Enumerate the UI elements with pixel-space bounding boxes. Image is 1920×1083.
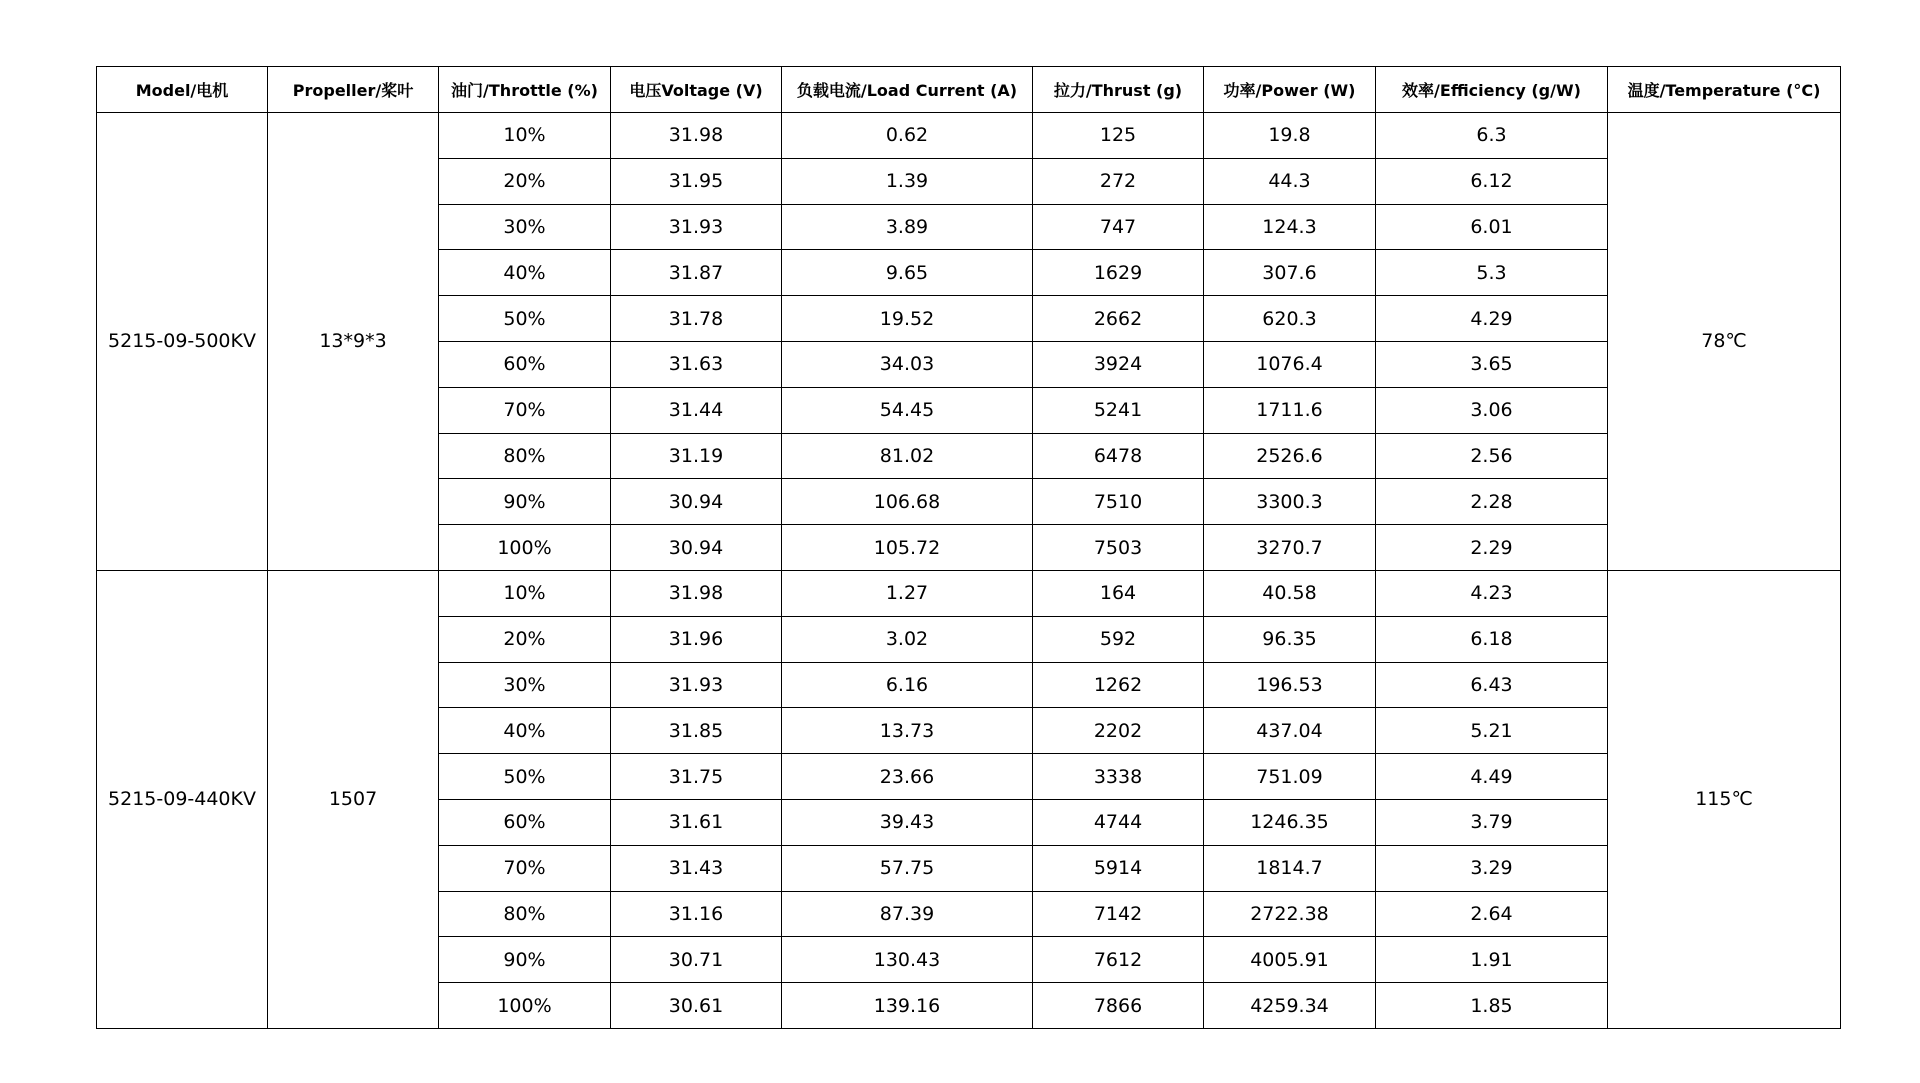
cell-voltage: 31.75 bbox=[611, 754, 782, 800]
cell-thrust: 2662 bbox=[1033, 296, 1204, 342]
cell-load-current: 3.89 bbox=[782, 204, 1033, 250]
cell-load-current: 81.02 bbox=[782, 433, 1033, 479]
cell-load-current: 106.68 bbox=[782, 479, 1033, 525]
cell-voltage: 31.85 bbox=[611, 708, 782, 754]
cell-load-current: 1.27 bbox=[782, 570, 1033, 616]
cell-voltage: 31.61 bbox=[611, 799, 782, 845]
header-power: 功率/Power (W) bbox=[1204, 67, 1376, 113]
cell-voltage: 31.19 bbox=[611, 433, 782, 479]
cell-efficiency: 5.3 bbox=[1376, 250, 1608, 296]
cell-efficiency: 6.12 bbox=[1376, 158, 1608, 204]
cell-throttle: 60% bbox=[439, 341, 611, 387]
cell-throttle: 90% bbox=[439, 937, 611, 983]
cell-model: 5215-09-440KV bbox=[97, 570, 268, 1028]
cell-load-current: 130.43 bbox=[782, 937, 1033, 983]
cell-power: 3270.7 bbox=[1204, 525, 1376, 571]
cell-load-current: 105.72 bbox=[782, 525, 1033, 571]
cell-efficiency: 5.21 bbox=[1376, 708, 1608, 754]
cell-power: 437.04 bbox=[1204, 708, 1376, 754]
cell-efficiency: 6.01 bbox=[1376, 204, 1608, 250]
cell-throttle: 100% bbox=[439, 983, 611, 1029]
cell-power: 1711.6 bbox=[1204, 387, 1376, 433]
cell-power: 2722.38 bbox=[1204, 891, 1376, 937]
cell-throttle: 30% bbox=[439, 204, 611, 250]
cell-throttle: 10% bbox=[439, 113, 611, 159]
cell-voltage: 30.61 bbox=[611, 983, 782, 1029]
header-temperature: 温度/Temperature (°C) bbox=[1608, 67, 1841, 113]
cell-efficiency: 1.91 bbox=[1376, 937, 1608, 983]
cell-voltage: 30.71 bbox=[611, 937, 782, 983]
cell-throttle: 80% bbox=[439, 433, 611, 479]
cell-voltage: 30.94 bbox=[611, 525, 782, 571]
cell-voltage: 31.98 bbox=[611, 113, 782, 159]
cell-voltage: 30.94 bbox=[611, 479, 782, 525]
cell-thrust: 125 bbox=[1033, 113, 1204, 159]
cell-load-current: 13.73 bbox=[782, 708, 1033, 754]
cell-thrust: 7866 bbox=[1033, 983, 1204, 1029]
cell-load-current: 87.39 bbox=[782, 891, 1033, 937]
cell-throttle: 70% bbox=[439, 387, 611, 433]
cell-efficiency: 3.79 bbox=[1376, 799, 1608, 845]
cell-efficiency: 3.29 bbox=[1376, 845, 1608, 891]
header-throttle: 油门/Throttle (%) bbox=[439, 67, 611, 113]
header-row bbox=[97, 67, 1841, 113]
cell-propeller: 1507 bbox=[268, 570, 439, 1028]
cell-model: 5215-09-500KV bbox=[97, 113, 268, 571]
cell-voltage: 31.16 bbox=[611, 891, 782, 937]
cell-power: 751.09 bbox=[1204, 754, 1376, 800]
cell-efficiency: 1.85 bbox=[1376, 983, 1608, 1029]
header-load-current: 负载电流/Load Current (A) bbox=[782, 67, 1033, 113]
cell-efficiency: 3.65 bbox=[1376, 341, 1608, 387]
cell-power: 1076.4 bbox=[1204, 341, 1376, 387]
cell-thrust: 3924 bbox=[1033, 341, 1204, 387]
cell-thrust: 6478 bbox=[1033, 433, 1204, 479]
cell-voltage: 31.93 bbox=[611, 662, 782, 708]
cell-load-current: 139.16 bbox=[782, 983, 1033, 1029]
cell-load-current: 34.03 bbox=[782, 341, 1033, 387]
cell-throttle: 30% bbox=[439, 662, 611, 708]
cell-throttle: 50% bbox=[439, 754, 611, 800]
cell-voltage: 31.96 bbox=[611, 616, 782, 662]
cell-throttle: 20% bbox=[439, 158, 611, 204]
cell-efficiency: 4.23 bbox=[1376, 570, 1608, 616]
cell-throttle: 70% bbox=[439, 845, 611, 891]
table-row bbox=[97, 113, 1841, 159]
cell-power: 96.35 bbox=[1204, 616, 1376, 662]
cell-throttle: 80% bbox=[439, 891, 611, 937]
cell-thrust: 7510 bbox=[1033, 479, 1204, 525]
cell-voltage: 31.98 bbox=[611, 570, 782, 616]
cell-throttle: 50% bbox=[439, 296, 611, 342]
table-body bbox=[97, 113, 1841, 1029]
cell-thrust: 7503 bbox=[1033, 525, 1204, 571]
cell-thrust: 7142 bbox=[1033, 891, 1204, 937]
cell-efficiency: 2.28 bbox=[1376, 479, 1608, 525]
cell-thrust: 3338 bbox=[1033, 754, 1204, 800]
cell-load-current: 39.43 bbox=[782, 799, 1033, 845]
cell-throttle: 20% bbox=[439, 616, 611, 662]
cell-load-current: 23.66 bbox=[782, 754, 1033, 800]
cell-power: 307.6 bbox=[1204, 250, 1376, 296]
cell-power: 1814.7 bbox=[1204, 845, 1376, 891]
cell-efficiency: 2.64 bbox=[1376, 891, 1608, 937]
cell-thrust: 272 bbox=[1033, 158, 1204, 204]
cell-voltage: 31.44 bbox=[611, 387, 782, 433]
cell-thrust: 7612 bbox=[1033, 937, 1204, 983]
motor-test-table bbox=[96, 66, 1841, 1029]
cell-load-current: 6.16 bbox=[782, 662, 1033, 708]
cell-efficiency: 2.56 bbox=[1376, 433, 1608, 479]
cell-power: 196.53 bbox=[1204, 662, 1376, 708]
cell-thrust: 747 bbox=[1033, 204, 1204, 250]
cell-thrust: 5914 bbox=[1033, 845, 1204, 891]
cell-load-current: 9.65 bbox=[782, 250, 1033, 296]
cell-power: 44.3 bbox=[1204, 158, 1376, 204]
cell-propeller: 13*9*3 bbox=[268, 113, 439, 571]
cell-temperature: 78℃ bbox=[1608, 113, 1841, 571]
cell-thrust: 1262 bbox=[1033, 662, 1204, 708]
cell-power: 1246.35 bbox=[1204, 799, 1376, 845]
cell-voltage: 31.43 bbox=[611, 845, 782, 891]
cell-load-current: 1.39 bbox=[782, 158, 1033, 204]
cell-voltage: 31.93 bbox=[611, 204, 782, 250]
cell-efficiency: 3.06 bbox=[1376, 387, 1608, 433]
cell-efficiency: 6.3 bbox=[1376, 113, 1608, 159]
cell-throttle: 100% bbox=[439, 525, 611, 571]
cell-load-current: 57.75 bbox=[782, 845, 1033, 891]
cell-thrust: 2202 bbox=[1033, 708, 1204, 754]
cell-throttle: 40% bbox=[439, 708, 611, 754]
cell-throttle: 40% bbox=[439, 250, 611, 296]
cell-power: 40.58 bbox=[1204, 570, 1376, 616]
header-voltage: 电压Voltage (V) bbox=[611, 67, 782, 113]
cell-voltage: 31.78 bbox=[611, 296, 782, 342]
cell-thrust: 5241 bbox=[1033, 387, 1204, 433]
cell-voltage: 31.87 bbox=[611, 250, 782, 296]
cell-thrust: 1629 bbox=[1033, 250, 1204, 296]
cell-throttle: 60% bbox=[439, 799, 611, 845]
table-row bbox=[97, 570, 1841, 616]
cell-power: 124.3 bbox=[1204, 204, 1376, 250]
cell-load-current: 19.52 bbox=[782, 296, 1033, 342]
cell-efficiency: 6.18 bbox=[1376, 616, 1608, 662]
cell-load-current: 54.45 bbox=[782, 387, 1033, 433]
header-efficiency: 效率/Efficiency (g/W) bbox=[1376, 67, 1608, 113]
cell-efficiency: 4.29 bbox=[1376, 296, 1608, 342]
header-propeller: Propeller/桨叶 bbox=[268, 67, 439, 113]
cell-power: 4259.34 bbox=[1204, 983, 1376, 1029]
cell-power: 620.3 bbox=[1204, 296, 1376, 342]
cell-efficiency: 2.29 bbox=[1376, 525, 1608, 571]
header-thrust: 拉力/Thrust (g) bbox=[1033, 67, 1204, 113]
cell-power: 2526.6 bbox=[1204, 433, 1376, 479]
cell-voltage: 31.63 bbox=[611, 341, 782, 387]
cell-throttle: 90% bbox=[439, 479, 611, 525]
cell-thrust: 4744 bbox=[1033, 799, 1204, 845]
cell-load-current: 3.02 bbox=[782, 616, 1033, 662]
cell-power: 3300.3 bbox=[1204, 479, 1376, 525]
cell-load-current: 0.62 bbox=[782, 113, 1033, 159]
cell-efficiency: 6.43 bbox=[1376, 662, 1608, 708]
cell-thrust: 164 bbox=[1033, 570, 1204, 616]
cell-efficiency: 4.49 bbox=[1376, 754, 1608, 800]
header-model: Model/电机 bbox=[97, 67, 268, 113]
cell-thrust: 592 bbox=[1033, 616, 1204, 662]
cell-temperature: 115℃ bbox=[1608, 570, 1841, 1028]
cell-power: 4005.91 bbox=[1204, 937, 1376, 983]
cell-voltage: 31.95 bbox=[611, 158, 782, 204]
cell-throttle: 10% bbox=[439, 570, 611, 616]
cell-power: 19.8 bbox=[1204, 113, 1376, 159]
